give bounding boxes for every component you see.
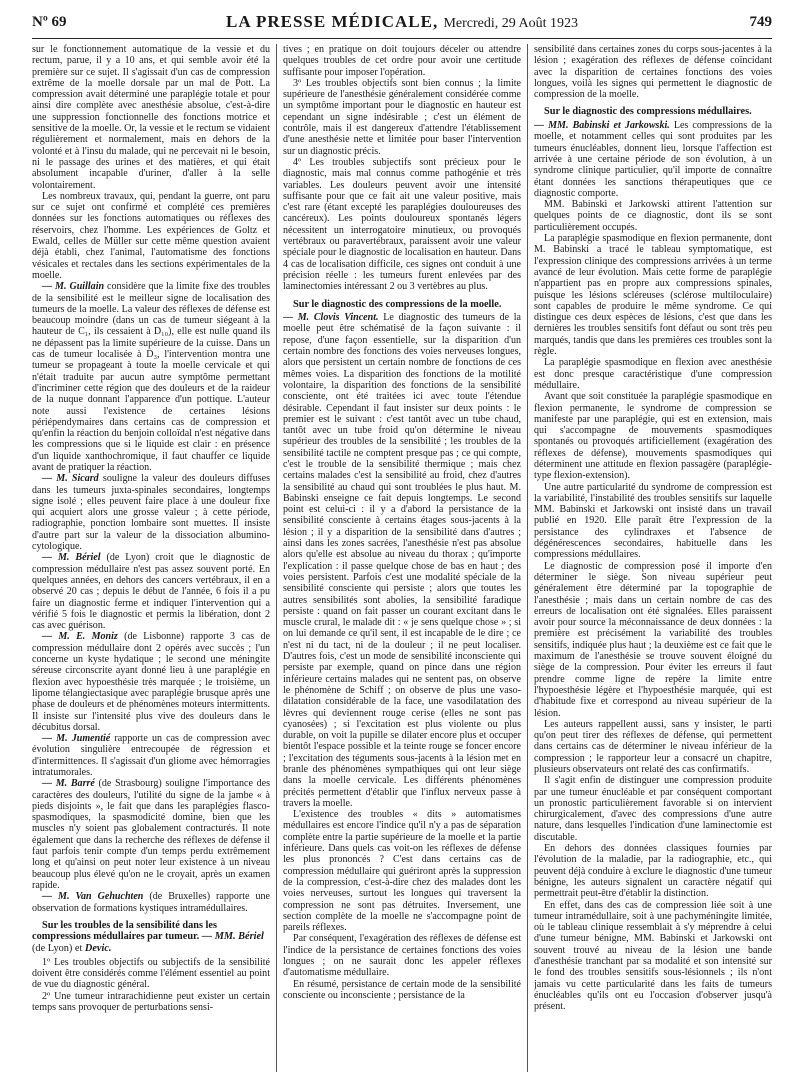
paragraph <box>32 552 270 631</box>
paragraph-text: Les compressions de la moelle, et notamment celles qui sont produites par les tumeurs énucléables, donnent lieu, lorsque l'affection est arrivée à une certaine période de son évolution, à un syndrome clinique particulier, qu'il importe de connaître étant données les sanctions thérapeutiques que ce diagnostic comporte. <box>534 120 772 199</box>
issue-date: Mercredi, 29 Août 1923 <box>443 16 578 31</box>
paragraph <box>283 312 521 809</box>
paragraph: La paraplégie spasmodique en flexion permanente, dont M. Babinski a tracé le tableau symptomatique, est l'expression clinique des compressions arrivées à un terme avancé de leur évolution. Mais cette forme de paraplégie n'appartient pas en propre aux compressions spinales, puisque les lésions scléreuses (sclérose multiloculaire) sont capables de produire le même syndrome. Ce qui distingue ces deux espèces de lésions, c'est que dans les dernières les troubles sensitifs font défaut ou sont très peu marqués, tandis que dans les premières ces troubles sont la règle. <box>534 233 772 358</box>
paragraph: 1º Les troubles objectifs ou subjectifs de la sensibilité doivent être considérés comme l'élément essentiel au point de vue du diagnostic général. <box>32 956 270 991</box>
column-3 <box>534 44 772 1072</box>
heading-tail: (de Lyon) et <box>32 943 85 955</box>
section-heading <box>32 920 270 955</box>
paragraph: 2º Une tumeur intrarachidienne peut exister un certain temps sans provoquer de perturbations sensi- <box>32 990 270 1013</box>
paragraph <box>32 891 270 914</box>
author-name: — MM. Bériel <box>201 931 264 943</box>
article-columns <box>32 44 772 1072</box>
paragraph-text: Le diagnostic des tumeurs de la moelle peut être schématisé de la façon suivante : il repose, d'une façon essentielle, sur la disparition d'un certain nombre des fonctions des voies nerveuses longues, alors que persistent un certain nombre de fonctions de ces mêmes voies. La disparition des fonctions de la motilité volontaire, la disparition des fonctions de la sensibilité consciente, ont été traitées ici avec toute l'étendue désirable. Cependant il faut insister sur deux points : le premier est le suivant : c'est tantôt avec un tube chaud, tantôt avec un tube froid qu'on détermine le niveau supérieur des troubles de la sensibilité ; les troubles de la sensibilité tactile ne comptent presque pas ; ce qui compte, c'est le trouble de la sensibilité thermique ; mais chez certains malades c'est la sensibilité au froid, chez d'autres la sensibilité au chaud qui sont troublées le plus haut. M. Babinski enseigne ce fait depuis longtemps. Le second point est celui-ci : il y a d'abord la persistance de la sensibilité consciente à certains étages sous-jacents à la lésion ; il y a disparition de la sensibilité dans d'autres ; ainsi dans les zones sacrées, l'anesthésie n'est pas absolue alors qu'elle est absolue au niveau du thorax ; qu'importe l'explication : il passe quelque chose de bas en haut ; des voies persistent. Parfois c'est une modalité spéciale de la sensibilité consciente qui persiste ; alors que toutes les autres sensibilités sont abolies, la sensibilité faradique persiste : quand on fait passer un courant excitant dans le muscle crural, le malade dit : « je sens quelque chose » ; si on lui demande ce qu'il sent, il est incapable de le dire ; ce n'est ni du tact, ni de la douleur ; il ne peut localiser. D'autres fois, c'est un mode de sensibilité inconsciente qui persiste par exemple, quand on pince dans une région inférieure certains malades qui ne sentent pas, on observe le phénomène de Schiff ; on observe de plus une vaso-dilatation considérable de la face, une vasodilatation des lèvres qui deviennent rouge cerise (elles ne sont pas cyanosées) ; si l'excitation est plus violente ou plus durable, on voit la pupille se dilater encore plus et occuper bientôt l'espace possible et la teinte rouge se foncer encore ; l'excitation des téguments sous-jacents à la lésion met en branle des phénomènes sympathiques qui ont leur siège dans la moelle cervicale. Les différents phénomènes précités permettent d'établir que l'influx nerveux passe à travers la moelle. <box>283 312 521 809</box>
section-heading <box>534 106 772 118</box>
paragraph: La paraplégie spasmodique en flexion avec anesthésie est donc presque caractéristique d'une compression médullaire. <box>534 357 772 391</box>
author-name: — M. Van Gehuchten <box>42 891 144 903</box>
header-rule <box>32 38 772 39</box>
column-2 <box>283 44 521 1072</box>
paragraph <box>32 778 270 891</box>
author-name: — MM. Babinski et Jarkowski. <box>534 120 670 132</box>
paragraph <box>32 631 270 733</box>
paragraph: En dehors des données classiques fournies par l'évolution de la maladie, par la radiographie, etc., qui peuvent déjà conduire à exclure le diagnostic d'une tumeur bénigne, les auteurs signalent un caractère négatif qui permettrait peut-être d'établir la distinction. <box>534 843 772 900</box>
page-number-left: Nº 69 <box>32 14 67 30</box>
heading-text: Sur le diagnostic des compressions médullaires. <box>544 106 752 118</box>
paragraph-text: rapporte un cas de compression avec évolution singulière entrecoupée de régression et d'intermittences. Il s'agissait d'un gliome avec hémorragies intratumorales. <box>32 733 270 778</box>
column-1 <box>32 44 270 1072</box>
paragraph: 4º Les troubles subjectifs sont précieux pour le diagnostic, mais mal connus comme pathogénie et très variables. Les douleurs peuvent avoir une intensité suffisante pour que ce fait ait une valeur positive, mais c'est rare (étant excepté les paraplégies douloureuses des cancéreux). Les points douloureux spontanés légers nécessitent un interrogatoire minutieux, ou provoqués vertébraux ou paravertébraux, paraissent avoir une valeur spéciale pour le diagnostic de localisation en hauteur. Dans 4 cas de localisation difficile, ces signes ont conduit à une précision réelle : les tumeurs furent enlevées par des laminectomies intéressant 2 ou 3 vertèbres au plus. <box>283 156 521 293</box>
paragraph: Il s'agit enfin de distinguer une compression produite par une tumeur énucléable et par conséquent comportant un pronostic particulièrement favorable si on intervient chirurgicalement, d'avec des compressions d'une autre nature, dans lesquelles l'indication d'une laminectomie est discutable. <box>534 775 772 843</box>
paragraph-text: considère que la limite fixe des troubles de la sensibilité est le meilleur signe de localisation des tumeurs de la moelle. La valeur des réflexes de défense est beaucoup moindre (dans un cas de tumeur siégeant à la hauteur de C₁, ils cessaient à D₁₀), elle est nulle quand ils ne dépassent pas la limite supérieure de la cuisse. Dans un cas de tumeur localisée à D₃, l'intervention montra une tumeur se propageant à toute la moelle cervicale et qui n'était traduite par aucun autre symptôme permettant d'incriminer cette région que des douleurs et de la raideur de la nuque donnant l'apparence d'un pottique. L'auteur note aussi l'existence de certaines lésions périépendymaires dans certains cas de compression et qu'enfin la réaction du benjoin colloïdal n'est négative dans les compressions que si le liquide est clair : en présence d'un liquide xanthochromique, il faut chauffer ce liquide avant de pratiquer la réaction. <box>32 281 270 473</box>
paragraph-text: (de Bruxelles) rapporte une observation de formations kystiques intramédullaires. <box>32 891 270 914</box>
author-name: — M. Sicard <box>42 473 99 485</box>
paragraph: En résumé, persistance de certain mode de la sensibilité consciente ou inconsciente ; persistance de la <box>283 978 521 1001</box>
author-name: — M. Jumentié <box>42 733 111 745</box>
paragraph: L'existence des troubles « dits » automatismes médullaires est encore l'indice qu'il n'y a pas de séparation complète entre la partie supérieure de la moelle et la partie inférieure. Dans quels cas voit-on les réflexes de défense les plus prononcés ? C'est dans certains cas de compression médullaire qui guériront après la suppression de la compression, c'est-à-dire chez des malades dont les voies nerveuses, surtout les longues qui traversent la compression ne sont pas détruites. Inversement, une section complète de la moelle ne s'accompagne point de pareils réflexes. <box>283 809 521 934</box>
journal-name: LA PRESSE MÉDICALE, <box>226 12 439 31</box>
paragraph: Avant que soit constituée la paraplégie spasmodique en flexion permanente, le syndrome de compression se manifeste par une paraplégie, qui est en extension, mais qui s'accompagne de mouvements spasmodiques spontanés ou provoqués artificiellement (exagération des réflexes de défense), mouvements spasmodiques qui déterminent une attitude en flexion passagère (paraplégie-type flexion-extension). <box>534 391 772 482</box>
author-name: — M. E. Moniz <box>42 631 118 643</box>
author-name: — M. Bériel <box>42 552 101 564</box>
paragraph-text: souligne la valeur des douleurs diffuses dans les tumeurs juxta-spinales secondaires, longtemps signe isolé ; elles peuvent faire place à une douleur fixe qui acquiert alors une grosse valeur ; à cette période, radiographie, ponction lombaire sont muettes. Il insiste d'autre part sur la valeur de la dissociation albumino-cytologique. <box>32 473 270 553</box>
paragraph: Les nombreux travaux, qui, pendant la guerre, ont paru sur ce sujet ont confirmé et complété ces premières données sur les fonctions automatiques ou réflexes des réservoirs, chez l'homme. Les expériences de Goltz et Ewald, celles de Müller sur cette même question avaient déjà établi, chez l'animal, l'automatisme des fonctions vésicales et rectales dans les sections expérimentales de la moelle. <box>32 190 270 281</box>
paragraph: Par conséquent, l'exagération des réflexes de défense est l'indice de la persistance de certaines fonctions des voies longues ; on ne saurait donc les appeler réflexes d'automatisme médullaire. <box>283 933 521 979</box>
page-number-right: 749 <box>749 14 772 30</box>
paragraph: sur le fonctionnement automatique de la vessie et du rectum, parue, il y a 10 ans, et qui semble avoir été la première sur ce sujet. Il s'agissait d'un cas de compression extrême de la moelle dorsale par un mal de Pott. La compression avait déterminé une paraplégie totale et pour ainsi dire complète avec anesthésie absolue, c'est-à-dire une suppression fonctionnelle des fonctions motrice et sensitive de la moelle. Or, la vessie et le rectum se vidaient régulièrement et normalement, mais en dehors de la volonté et à l'insu du malade, qui ne percevait ni le besoin, ni le passage des urines et des matières, et qui était absolument incapable d'uriner, d'aller à la selle volontairement. <box>32 44 270 191</box>
paragraph: MM. Babinski et Jarkowski attirent l'attention sur quelques points de ce diagnostic, dont ils se sont particulièrement occupés. <box>534 199 772 233</box>
author-name: Devic. <box>84 943 112 955</box>
paragraph <box>32 473 270 552</box>
heading-text: Sur les troubles de la sensibilité dans les compressions médullaires par tumeur. <box>32 919 217 943</box>
paragraph: 3º Les troubles objectifs sont bien connus ; la limite supérieure de l'anesthésie généralement considérée comme un symptôme important pour le diagnostic en hauteur est cependant un signe indésirable ; c'est un élément de contrôle, mais il est dangereux d'attendre l'établissement d'une anesthésie nette et limitée pour baser l'intervention sur un diagnostic précis. <box>283 77 521 157</box>
paragraph: En effet, dans des cas de compression liée soit à une tumeur intramédullaire, soit à une pachyméningite limitée, où le tableau clinique ressemblait à s'y méprendre à celui d'une tumeur bénigne, MM. Babinski et Jarkowski ont souvent trouvé au niveau de la lésion une bande d'anesthésie tranchant par sa modalité et son intensité sur le fond des troubles sensitifs sous-lésionnels ; ils n'ont jamais vu cette particularité dans les faits de tumeurs énucléables qu'ils ont eu l'occasion d'observer jusqu'à présent. <box>534 899 772 1013</box>
paragraph-text: (de Lisbonne) rapporte 3 cas de compression médullaire dont 2 opérés avec succès ; l'un concerne un kyste hydatique ; le second une méningite séreuse circonscrite ayant donné lieu à une paraplégie en flexion avec hypoesthésie très marquée ; le troisième, un lipome télangiectasique avec paraplégie brusque après une phase de douleurs et de phénomènes moteurs intermittents. Il insiste sur l'intensité plus vive des douleurs dans le décubitus dorsal. <box>32 631 270 733</box>
page-header <box>32 12 772 36</box>
author-name: — M. Barré <box>42 778 95 790</box>
paragraph: Les auteurs rappellent aussi, sans y insister, le parti qu'on peut tirer des réflexes de défense, qui permettent dans certains cas de déterminer le niveau inférieur de la compression ; le rapporteur leur a consacré un chapitre, plusieurs observateurs ont relaté des cas confirmatifs. <box>534 718 772 775</box>
heading-text: Sur le diagnostic des compressions de la moelle. <box>293 298 502 310</box>
section-heading <box>283 299 521 311</box>
column-divider <box>527 44 528 1072</box>
paragraph-text: (de Strasbourg) souligne l'importance des caractères des douleurs, l'utilité du signe de la jambe « à pieds disjoints », le fait que dans les paraplégies flasco-spasmodiques, la spasmodicité domine, bien que les muscles n'y soient pas globalement contracturés. Il note également que dans la recherche des réflexes de défense il faut parfois tenir compte d'un temps perdu extrêmement long et qu'ainsi on peut noter leur existence à un niveau beaucoup plus élevé qu'on ne le croyait, après un examen rapide. <box>32 778 270 891</box>
journal-title <box>32 12 772 32</box>
paragraph: Le diagnostic de compression posé il importe d'en déterminer le siège. Son niveau supérieur peut généralement être déterminé par la topographie de l'anesthésie ; mais dans un certain nombre de cas des erreurs de localisation ont été signalées. Elles paraissent avoir pour source la méconnaissance de deux données : la première est précisément la variabilité des troubles sensitifs, indiquée plus haut ; la deuxième est ce fait que le maximum de l'anesthésie se trouve souvent éloigné du siège de la compression. Pour éviter les erreurs il faut prendre comme ligne de repère la limite entre l'hypoesthésie légère et l'hypoesthésie marquée, qui est d'habitude fixe et correspond au niveau supérieur de la lésion. <box>534 560 772 719</box>
author-name: — M. Guillain <box>42 281 105 293</box>
paragraph: sensibilité dans certaines zones du corps sous-jacentes à la lésion ; exagération des réflexes de défense coïncidant avec la disparition de certaines fonctions des voies longues, voilà les signes qui permettent le diagnostic de compression de la moelle. <box>534 44 772 101</box>
paragraph <box>32 281 270 473</box>
paragraph <box>534 120 772 199</box>
paragraph-text: (de Lyon) croit que le diagnostic de compression médullaire n'est pas assez souvent porté. En quelques années, en dehors des cancers vertébraux, il en a observé 20 cas ; depuis le début de l'année, 6 fois il a pu faire un diagnostic ferme et indiquer l'intervention qui a vérifié 5 fois le diagnostic et permis la libération, dont 2 cas avec guérison. <box>32 552 270 632</box>
paragraph: tives ; en pratique on doit toujours déceler ou attendre quelques troubles de cet ordre pour avoir une certitude suffisante pour imposer l'opération. <box>283 44 521 78</box>
paragraph <box>32 733 270 778</box>
author-name: — M. Clovis Vincent. <box>283 312 379 324</box>
paragraph: Une autre particularité du syndrome de compression est la variabilité, l'instabilité des troubles sensitifs sur laquelle MM. Babinski et Jarkowski ont insisté dans un travail publié en 1920. Elle paraît être l'expression de la persistance des cylindraxes et l'absence de dégénérescences secondaires, habituelle dans les compressions médullaires. <box>534 481 772 561</box>
column-divider <box>276 44 277 1072</box>
